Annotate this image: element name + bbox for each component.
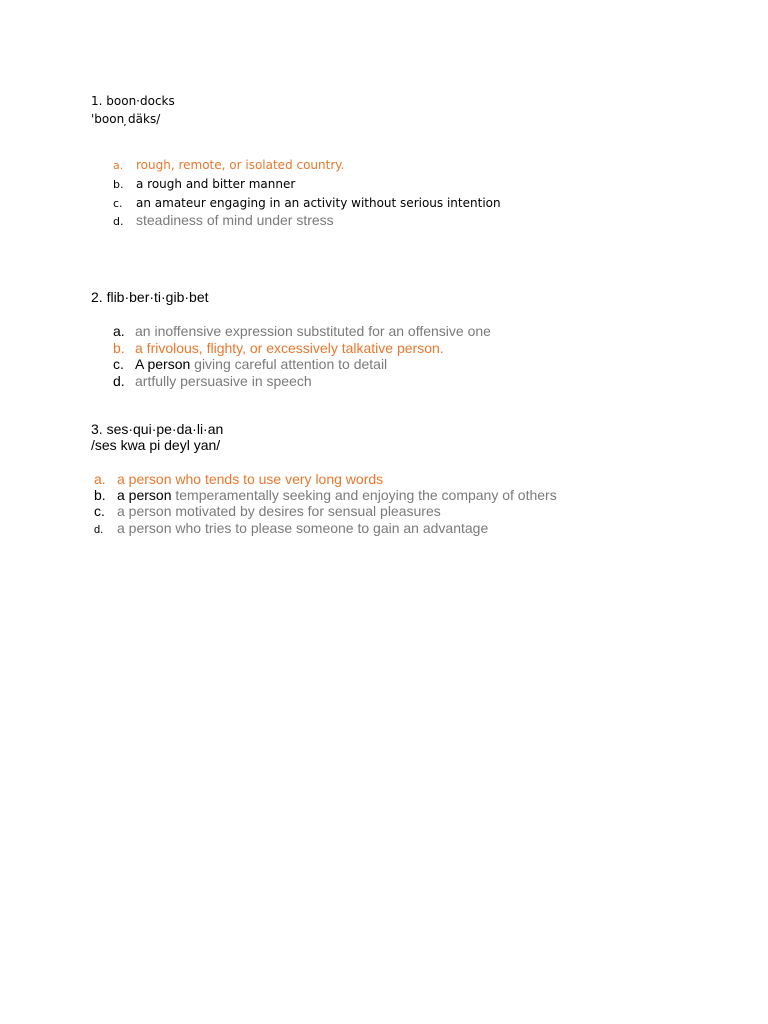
option-letter: d.	[113, 373, 125, 389]
option-text-lead: a person	[117, 487, 172, 503]
option-letter: c.	[113, 197, 123, 210]
question-2-option-a	[113, 323, 491, 340]
option-letter: d.	[94, 524, 104, 536]
question-1-option-a	[113, 157, 345, 174]
option-letter: b.	[113, 178, 124, 191]
option-letter: c.	[94, 503, 105, 519]
question-2-option-c	[113, 356, 387, 373]
question-3-word: 3. ses·qui·pe·da·li·an	[91, 421, 224, 437]
option-letter: c.	[113, 356, 124, 372]
option-text: artfully persuasive in speech	[135, 373, 312, 389]
option-text: temperamentally seeking and enjoying the company of others	[171, 487, 557, 503]
question-1-option-d	[113, 212, 334, 230]
option-text: a rough and bitter manner	[136, 177, 296, 191]
option-text: steadiness of mind under stress	[136, 212, 334, 228]
option-text: rough, remote, or isolated country.	[136, 158, 345, 172]
question-2-option-b	[113, 340, 444, 357]
question-1-option-b	[113, 176, 295, 193]
question-3-pronunciation: /ses kwa pi deyl yan/	[91, 437, 221, 453]
option-letter: d.	[113, 215, 124, 228]
option-letter: a.	[94, 471, 106, 487]
option-letter: a.	[113, 323, 125, 339]
question-3-option-b	[94, 487, 557, 504]
option-text: a person who tends to use very long words	[117, 471, 384, 487]
option-text: a frivolous, flighty, or excessively talkative person.	[135, 340, 444, 356]
question-3-option-d	[94, 520, 488, 539]
question-2-option-d	[113, 373, 312, 390]
question-3-option-a	[94, 471, 383, 488]
option-letter: b.	[113, 340, 125, 356]
option-text: a person motivated by desires for sensual pleasures	[117, 503, 441, 519]
option-letter: a.	[113, 159, 124, 172]
question-1-word: 1. boon·docks	[91, 94, 175, 108]
option-text: an amateur engaging in an activity without serious intention	[136, 196, 501, 210]
option-text: an inoffensive expression substituted for an offensive one	[135, 323, 491, 339]
option-letter: b.	[94, 487, 106, 503]
option-text-lead: A person	[135, 356, 191, 372]
question-3-option-c	[94, 503, 441, 520]
question-1-option-c	[113, 195, 501, 212]
question-1-pronunciation: 'boon ̦däks/	[91, 112, 161, 126]
option-text: giving careful attention to detail	[190, 356, 388, 372]
option-text: a person who tries to please someone to gain an advantage	[117, 520, 489, 536]
question-2-word: 2. flib·ber·ti·gib·bet	[91, 289, 209, 305]
